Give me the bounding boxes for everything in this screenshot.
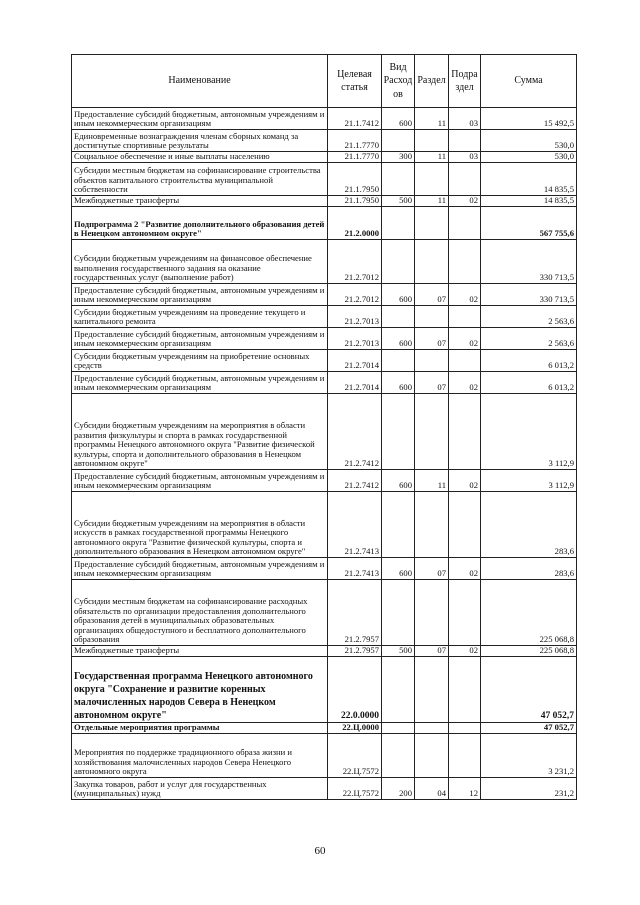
- table-row: [72, 657, 577, 723]
- cell-razd: [415, 130, 449, 152]
- cell-vid: [382, 492, 415, 558]
- cell-podr: 02: [449, 284, 481, 306]
- cell-code: 21.2.7013: [328, 306, 382, 328]
- table-row: [72, 734, 577, 778]
- cell-vid: 600: [382, 470, 415, 492]
- table-row: [72, 240, 577, 284]
- cell-sum: 225 068,8: [481, 580, 577, 646]
- table-row: [72, 163, 577, 196]
- table-header-row: [72, 55, 577, 108]
- cell-vid: [382, 350, 415, 372]
- cell-razd: [415, 306, 449, 328]
- table-row: [72, 580, 577, 646]
- table-row: [72, 350, 577, 372]
- cell-name: Субсидии бюджетным учреждениям на приобретение основных средств: [72, 350, 328, 372]
- cell-podr: 03: [449, 152, 481, 163]
- cell-vid: [382, 306, 415, 328]
- cell-name: Субсидии местным бюджетам на софинансирование строительства объектов капитального строительства муниципальной собственности: [72, 163, 328, 196]
- cell-podr: 02: [449, 646, 481, 657]
- cell-podr: [449, 240, 481, 284]
- cell-name: Подпрограмма 2 "Развитие дополнительного образования детей в Ненецком автономном округе": [72, 207, 328, 240]
- cell-code: 21.2.7412: [328, 394, 382, 470]
- cell-code: 21.2.7412: [328, 470, 382, 492]
- cell-razd: [415, 240, 449, 284]
- page-number: 60: [314, 845, 326, 857]
- cell-razd: 11: [415, 152, 449, 163]
- cell-sum: 3 112,9: [481, 394, 577, 470]
- cell-razd: [415, 492, 449, 558]
- cell-vid: [382, 207, 415, 240]
- cell-code: 21.2.7014: [328, 372, 382, 394]
- cell-sum: 330 713,5: [481, 240, 577, 284]
- cell-sum: 2 563,6: [481, 306, 577, 328]
- table-row: [72, 723, 577, 734]
- cell-name: Социальное обеспечение и иные выплаты населению: [72, 152, 328, 163]
- cell-podr: [449, 723, 481, 734]
- cell-code: 21.1.7950: [328, 163, 382, 196]
- cell-podr: [449, 580, 481, 646]
- cell-name: Субсидии бюджетным учреждениям на мероприятия в области искусств в рамках государственной программы Ненецкого автономного округа "Развитие физической культуры, спорта и дополнительного образования в Ненецком автономном округе": [72, 492, 328, 558]
- header-sum: Сумма: [481, 55, 577, 108]
- cell-razd: [415, 163, 449, 196]
- cell-code: 21.2.7957: [328, 646, 382, 657]
- cell-code: 21.1.7770: [328, 152, 382, 163]
- cell-name: Предоставление субсидий бюджетным, автономным учреждениям и иным некоммерческим организациям: [72, 108, 328, 130]
- cell-podr: 12: [449, 778, 481, 800]
- cell-vid: 600: [382, 108, 415, 130]
- table-row: [72, 284, 577, 306]
- cell-vid: [382, 657, 415, 723]
- cell-podr: 02: [449, 372, 481, 394]
- cell-razd: 07: [415, 328, 449, 350]
- cell-code: 21.2.7413: [328, 558, 382, 580]
- cell-code: 21.1.7412: [328, 108, 382, 130]
- cell-sum: 6 013,2: [481, 350, 577, 372]
- cell-razd: [415, 350, 449, 372]
- cell-sum: 3 112,9: [481, 470, 577, 492]
- cell-podr: [449, 657, 481, 723]
- cell-podr: [449, 163, 481, 196]
- cell-code: 22.Ц.7572: [328, 778, 382, 800]
- cell-podr: [449, 306, 481, 328]
- cell-code: 22.Ц.7572: [328, 734, 382, 778]
- table-row: [72, 130, 577, 152]
- table-row: [72, 646, 577, 657]
- cell-sum: 6 013,2: [481, 372, 577, 394]
- cell-code: 21.2.7012: [328, 240, 382, 284]
- cell-podr: [449, 350, 481, 372]
- budget-table: [71, 54, 577, 800]
- cell-podr: [449, 207, 481, 240]
- cell-sum: 2 563,6: [481, 328, 577, 350]
- cell-vid: 200: [382, 778, 415, 800]
- cell-vid: 500: [382, 646, 415, 657]
- cell-name: Субсидии бюджетным учреждениям на мероприятия в области развития физкультуры и спорта в рамках государственной программы Ненецкого автономного округа "Развитие физической культуры, спорта и дополнительного образования в Ненецком автономном округе": [72, 394, 328, 470]
- cell-podr: [449, 734, 481, 778]
- cell-vid: 600: [382, 328, 415, 350]
- cell-vid: 600: [382, 372, 415, 394]
- cell-name: Предоставление субсидий бюджетным, автономным учреждениям и иным некоммерческим организациям: [72, 372, 328, 394]
- cell-code: 22.Ц.0000: [328, 723, 382, 734]
- table-row: [72, 558, 577, 580]
- cell-vid: [382, 130, 415, 152]
- cell-code: 22.0.0000: [328, 657, 382, 723]
- cell-sum: 231,2: [481, 778, 577, 800]
- cell-code: 21.2.7013: [328, 328, 382, 350]
- cell-razd: [415, 207, 449, 240]
- cell-razd: 04: [415, 778, 449, 800]
- cell-sum: 3 231,2: [481, 734, 577, 778]
- cell-code: 21.2.0000: [328, 207, 382, 240]
- cell-name: Мероприятия по поддержке традиционного образа жизни и хозяйствования малочисленных народов Севера Ненецкого автономного округа: [72, 734, 328, 778]
- cell-sum: 530,0: [481, 130, 577, 152]
- cell-razd: [415, 657, 449, 723]
- cell-sum: 47 052,7: [481, 723, 577, 734]
- cell-razd: [415, 394, 449, 470]
- cell-name: Межбюджетные трансферты: [72, 646, 328, 657]
- cell-sum: 283,6: [481, 492, 577, 558]
- cell-vid: [382, 240, 415, 284]
- cell-name: Межбюджетные трансферты: [72, 196, 328, 207]
- cell-sum: 330 713,5: [481, 284, 577, 306]
- cell-razd: 07: [415, 372, 449, 394]
- header-code: Целевая статья: [328, 55, 382, 108]
- table-row: [72, 196, 577, 207]
- cell-name: Субсидии бюджетным учреждениям на проведение текущего и капитального ремонта: [72, 306, 328, 328]
- cell-vid: [382, 734, 415, 778]
- cell-vid: 600: [382, 284, 415, 306]
- cell-sum: 15 492,5: [481, 108, 577, 130]
- header-vid: Вид Расходов: [382, 55, 415, 108]
- cell-name: Предоставление субсидий бюджетным, автономным учреждениям и иным некоммерческим организациям: [72, 328, 328, 350]
- cell-vid: 600: [382, 558, 415, 580]
- table-row: [72, 470, 577, 492]
- table-row: [72, 394, 577, 470]
- cell-sum: 47 052,7: [481, 657, 577, 723]
- cell-vid: 500: [382, 196, 415, 207]
- header-podrazdel: Подраздел: [449, 55, 481, 108]
- cell-name: Предоставление субсидий бюджетным, автономным учреждениям и иным некоммерческим организациям: [72, 470, 328, 492]
- table-row: [72, 372, 577, 394]
- cell-podr: [449, 492, 481, 558]
- cell-razd: 11: [415, 196, 449, 207]
- cell-razd: [415, 723, 449, 734]
- cell-vid: [382, 394, 415, 470]
- table-row: [72, 152, 577, 163]
- cell-name: Отдельные мероприятия программы: [72, 723, 328, 734]
- cell-name: Предоставление субсидий бюджетным, автономным учреждениям и иным некоммерческим организациям: [72, 558, 328, 580]
- cell-name: Субсидии бюджетным учреждениям на финансовое обеспечение выполнения государственного задания на оказание государственных услуг (выполнение работ): [72, 240, 328, 284]
- cell-podr: [449, 130, 481, 152]
- cell-sum: 567 755,6: [481, 207, 577, 240]
- cell-code: 21.2.7012: [328, 284, 382, 306]
- cell-name: Государственная программа Ненецкого автономного округа "Сохранение и развитие коренных малочисленных народов Севера в Ненецком автономном округе": [72, 657, 328, 723]
- cell-razd: 11: [415, 108, 449, 130]
- table-row: [72, 778, 577, 800]
- cell-razd: 07: [415, 284, 449, 306]
- cell-razd: 11: [415, 470, 449, 492]
- cell-sum: 14 835,5: [481, 163, 577, 196]
- table-row: [72, 207, 577, 240]
- cell-code: 21.2.7413: [328, 492, 382, 558]
- cell-sum: 225 068,8: [481, 646, 577, 657]
- table-row: [72, 306, 577, 328]
- cell-razd: [415, 580, 449, 646]
- cell-name: Предоставление субсидий бюджетным, автономным учреждениям и иным некоммерческим организациям: [72, 284, 328, 306]
- cell-sum: 14 835,5: [481, 196, 577, 207]
- cell-sum: 283,6: [481, 558, 577, 580]
- cell-vid: 300: [382, 152, 415, 163]
- cell-razd: 07: [415, 558, 449, 580]
- cell-vid: [382, 163, 415, 196]
- header-razdel: Раздел: [415, 55, 449, 108]
- cell-name: Единовременные вознаграждения членам сборных команд за достигнутые спортивные результаты: [72, 130, 328, 152]
- cell-razd: 07: [415, 646, 449, 657]
- cell-code: 21.1.7950: [328, 196, 382, 207]
- cell-name: Закупка товаров, работ и услуг для государственных (муниципальных) нужд: [72, 778, 328, 800]
- cell-sum: 530,0: [481, 152, 577, 163]
- cell-name: Субсидии местным бюджетам на софинансирование расходных обязательств по организации предоставления дополнительного образования детей в муниципальных образовательных организациях общедоступного и бесплатного дополнительного образования: [72, 580, 328, 646]
- table-row: [72, 492, 577, 558]
- cell-podr: 02: [449, 196, 481, 207]
- cell-vid: [382, 723, 415, 734]
- cell-code: 21.1.7770: [328, 130, 382, 152]
- cell-code: 21.2.7957: [328, 580, 382, 646]
- cell-podr: 02: [449, 558, 481, 580]
- cell-podr: 03: [449, 108, 481, 130]
- cell-code: 21.2.7014: [328, 350, 382, 372]
- cell-podr: 02: [449, 470, 481, 492]
- table-row: [72, 108, 577, 130]
- header-name: Наименование: [72, 55, 328, 108]
- cell-podr: 02: [449, 328, 481, 350]
- table-row: [72, 328, 577, 350]
- cell-podr: [449, 394, 481, 470]
- cell-razd: [415, 734, 449, 778]
- cell-vid: [382, 580, 415, 646]
